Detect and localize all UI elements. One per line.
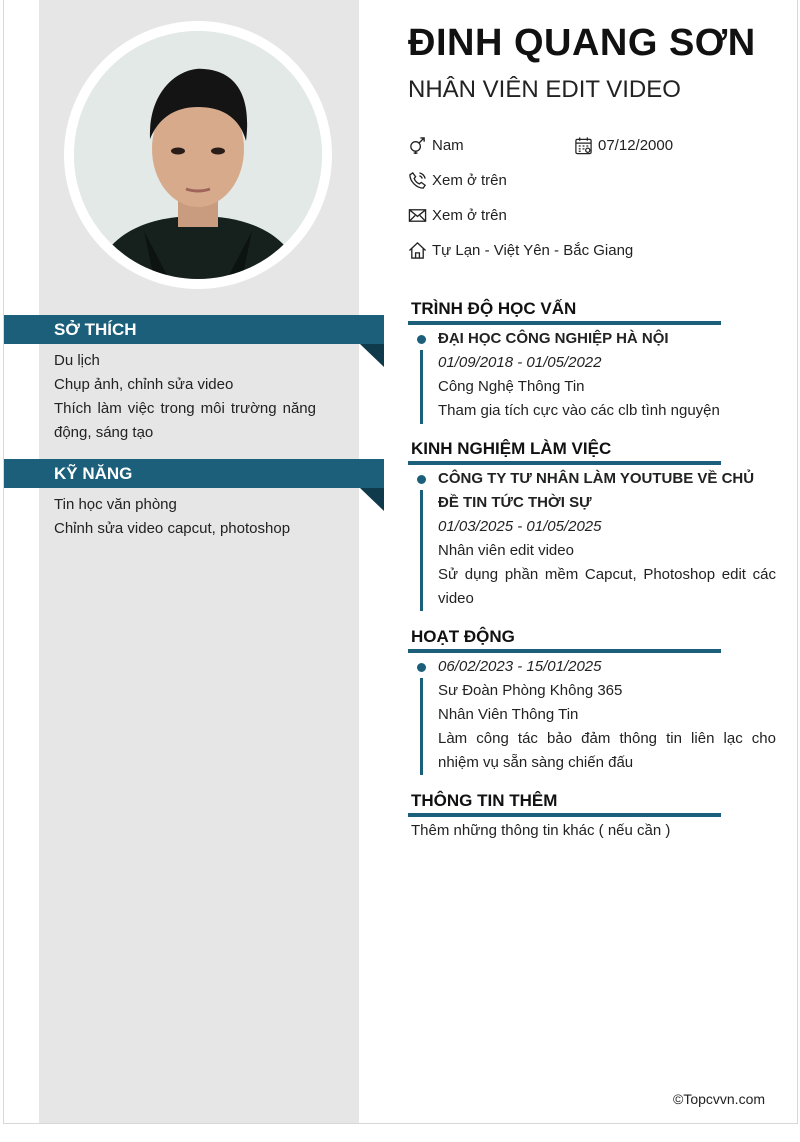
email-value: Xem ở trên — [432, 207, 507, 224]
skill-item: Tin học văn phòng — [54, 496, 177, 513]
education-major: Công Nghệ Thông Tin — [438, 378, 585, 395]
experience-entry — [438, 467, 776, 611]
additional-heading: THÔNG TIN THÊM — [411, 791, 558, 810]
birthdate-row — [574, 136, 673, 155]
email-row — [408, 206, 507, 225]
skills-list — [54, 493, 316, 541]
job-title: NHÂN VIÊN EDIT VIDEO — [408, 76, 681, 103]
hobbies-heading-fold — [360, 344, 384, 367]
experience-heading: KINH NGHIỆM LÀM VIỆC — [411, 439, 612, 458]
skills-heading-fold — [360, 488, 384, 511]
home-icon — [408, 241, 427, 260]
activities-entry — [438, 655, 776, 775]
mail-icon — [408, 206, 427, 225]
education-bullet — [417, 335, 426, 344]
experience-underline — [408, 461, 721, 465]
experience-description: Sử dụng phần mềm Capcut, Photoshop edit các video — [438, 566, 776, 607]
address-value: Tự Lạn - Việt Yên - Bắc Giang — [432, 242, 634, 259]
activities-heading: HOẠT ĐỘNG — [411, 627, 515, 646]
education-school: ĐẠI HỌC CÔNG NGHIỆP HÀ NỘI — [438, 330, 669, 347]
education-underline — [408, 321, 721, 325]
education-note: Tham gia tích cực vào các clb tình nguyện — [438, 402, 720, 419]
skills-heading: KỸ NĂNG — [4, 459, 384, 488]
gender-row — [408, 136, 464, 155]
address-row — [408, 241, 633, 260]
activities-organization: Sư Đoàn Phòng Không 365 — [438, 682, 623, 699]
hobby-item: Du lịch — [54, 352, 100, 369]
education-entry — [438, 327, 776, 423]
education-dates: 01/09/2018 - 01/05/2022 — [438, 354, 602, 371]
candidate-name: ĐINH QUANG SƠN — [408, 22, 756, 64]
hobbies-heading: SỞ THÍCH — [4, 315, 384, 344]
activities-underline — [408, 649, 721, 653]
education-timeline — [420, 350, 423, 424]
calendar-icon — [574, 136, 593, 155]
avatar — [64, 21, 332, 289]
experience-bullet — [417, 475, 426, 484]
hobbies-list — [54, 349, 316, 445]
activities-role: Nhân Viên Thông Tin — [438, 706, 579, 723]
skill-item: Chỉnh sửa video capcut, photoshop — [54, 520, 291, 537]
activities-description: Làm công tác bảo đảm thông tin liên lạc cho nhiệm vụ sẵn sàng chiến đấu — [438, 730, 776, 771]
experience-dates: 01/03/2025 - 01/05/2025 — [438, 518, 602, 535]
activities-bullet — [417, 663, 426, 672]
experience-company: CÔNG TY TƯ NHÂN LÀM YOUTUBE VỀ CHỦ ĐỀ TIN TỨC THỜI SỰ — [438, 470, 755, 511]
education-heading: TRÌNH ĐỘ HỌC VẤN — [411, 299, 577, 318]
experience-position: Nhân viên edit video — [438, 542, 574, 559]
gender-value: Nam — [432, 137, 464, 154]
additional-underline — [408, 813, 721, 817]
hobby-item: Thích làm việc trong môi trường năng động, sáng tạo — [54, 400, 316, 441]
additional-text: Thêm những thông tin khác ( nếu cần ) — [411, 822, 671, 839]
phone-row — [408, 171, 507, 190]
activities-timeline — [420, 678, 423, 775]
footer-credit: ©Topcvvn.com — [673, 1091, 766, 1107]
birthdate-value: 07/12/2000 — [598, 137, 674, 154]
phone-icon — [408, 171, 427, 190]
phone-value: Xem ở trên — [432, 172, 507, 189]
profile-photo — [74, 31, 322, 279]
hobby-item: Chụp ảnh, chỉnh sửa video — [54, 376, 234, 393]
experience-timeline — [420, 490, 423, 611]
activities-dates: 06/02/2023 - 15/01/2025 — [438, 658, 602, 675]
gender-icon — [408, 136, 427, 155]
